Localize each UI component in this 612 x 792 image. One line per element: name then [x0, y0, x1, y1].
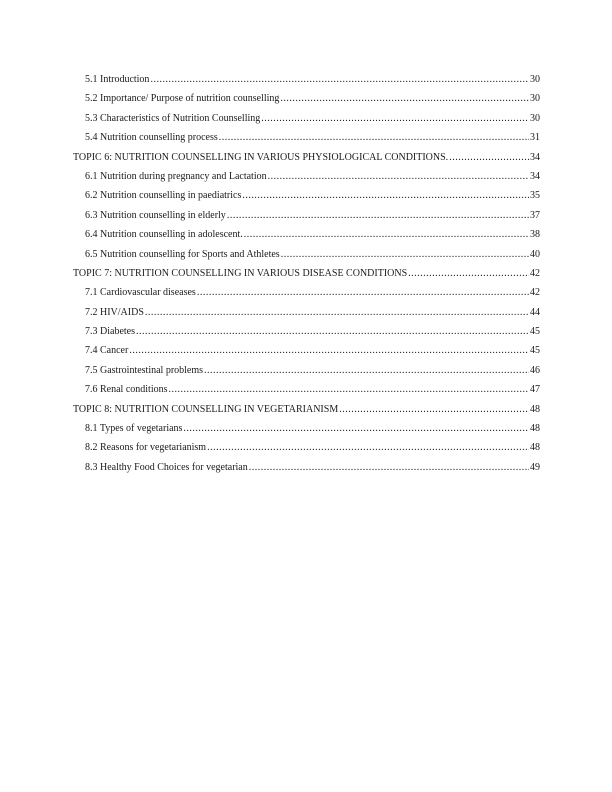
toc-entry-page: 42: [530, 287, 540, 299]
toc-entry[interactable]: [73, 380, 540, 399]
toc-entry-title: 7.6 Renal conditions: [85, 384, 168, 396]
toc-entry-title: 6.5 Nutrition counselling for Sports and Athletes: [85, 248, 280, 260]
toc-dot-leader: [136, 322, 529, 341]
toc-entry[interactable]: [73, 438, 540, 457]
toc-entry-page: 45: [530, 345, 540, 357]
toc-dot-leader: [227, 206, 529, 225]
toc-entry-title: 6.4 Nutrition counselling in adolescent.: [85, 229, 243, 241]
toc-entry[interactable]: [73, 109, 540, 128]
toc-entry-page: 49: [530, 461, 540, 473]
toc-entry[interactable]: [73, 303, 540, 322]
toc-dot-leader: [268, 167, 529, 186]
toc-topic-heading[interactable]: [73, 400, 540, 419]
toc-dot-leader: [242, 186, 529, 205]
toc-entry-title: 5.2 Importance/ Purpose of nutrition counselling: [85, 93, 280, 105]
toc-entry-title: 8.1 Types of vegetarians: [85, 423, 183, 435]
toc-dot-leader: [169, 380, 530, 399]
toc-dot-leader: [204, 361, 529, 380]
toc-entry-page: 48: [530, 403, 540, 415]
toc-entry[interactable]: [73, 225, 540, 244]
toc-entry-title: 6.3 Nutrition counselling in elderly: [85, 209, 226, 221]
toc-dot-leader: [145, 303, 529, 322]
toc-entry-page: 30: [530, 93, 540, 105]
toc-entry[interactable]: [73, 283, 540, 302]
toc-entry-page: 46: [530, 364, 540, 376]
toc-entry[interactable]: [73, 186, 540, 205]
toc-entry-title: 7.5 Gastrointestinal problems: [85, 364, 204, 376]
toc-entry-title: 5.3 Characteristics of Nutrition Counselling: [85, 112, 261, 124]
toc-dot-leader: [219, 128, 529, 147]
toc-dot-leader: [261, 109, 529, 128]
toc-dot-leader: [449, 148, 529, 167]
toc-entry-title: 8.2 Reasons for vegetarianism: [85, 442, 207, 454]
toc-dot-leader: [207, 438, 529, 457]
toc-dot-leader: [249, 458, 529, 477]
toc-dot-leader: [408, 264, 529, 283]
toc-entry-page: 44: [530, 306, 540, 318]
toc-entry-page: 31: [530, 132, 540, 144]
toc-dot-leader: [339, 400, 529, 419]
toc-entry-page: 40: [530, 248, 540, 260]
toc-entry-title: 7.2 HIV/AIDS: [85, 306, 144, 318]
toc-entry[interactable]: [73, 128, 540, 147]
toc-entry[interactable]: [73, 206, 540, 225]
toc-entry[interactable]: [73, 361, 540, 380]
toc-topic-heading[interactable]: [73, 148, 540, 167]
toc-entry-title: 7.4 Cancer: [85, 345, 129, 357]
toc-entry-page: 45: [530, 326, 540, 338]
table-of-contents: [73, 70, 540, 477]
toc-entry-title: 7.1 Cardiovascular diseases: [85, 287, 196, 299]
toc-entry-title: TOPIC 7: NUTRITION COUNSELLING IN VARIOUS DISEASE CONDITIONS: [73, 267, 408, 279]
toc-dot-leader: [183, 419, 529, 438]
toc-entry[interactable]: [73, 245, 540, 264]
toc-entry-title: 7.3 Diabetes: [85, 326, 135, 338]
toc-entry[interactable]: [73, 322, 540, 341]
toc-entry-page: 35: [530, 190, 540, 202]
toc-entry[interactable]: [73, 341, 540, 360]
toc-entry-title: TOPIC 8: NUTRITION COUNSELLING IN VEGETARIANISM: [73, 403, 339, 415]
toc-entry[interactable]: [73, 167, 540, 186]
toc-entry-title: 8.3 Healthy Food Choices for vegetarian: [85, 461, 248, 473]
toc-entry-title: 5.4 Nutrition counselling process: [85, 132, 218, 144]
toc-dot-leader: [281, 245, 529, 264]
toc-entry-page: 30: [530, 74, 540, 85]
toc-entry-page: 42: [530, 267, 540, 279]
toc-entry-title: 5.1 Introduction: [85, 74, 150, 85]
toc-entry-title: TOPIC 6: NUTRITION COUNSELLING IN VARIOUS PHYSIOLOGICAL CONDITIONS.: [73, 151, 449, 163]
toc-dot-leader: [150, 70, 529, 89]
toc-dot-leader: [280, 89, 529, 108]
toc-entry[interactable]: [73, 419, 540, 438]
toc-entry-page: 38: [530, 229, 540, 241]
toc-entry-page: 30: [530, 112, 540, 124]
toc-dot-leader: [197, 283, 529, 302]
toc-entry-page: 47: [530, 384, 540, 396]
toc-topic-heading[interactable]: [73, 264, 540, 283]
toc-entry-page: 48: [530, 423, 540, 435]
toc-entry-page: 34: [530, 170, 540, 182]
toc-entry[interactable]: [73, 89, 540, 108]
toc-entry[interactable]: [73, 70, 540, 89]
toc-dot-leader: [129, 341, 529, 360]
toc-entry-page: 37: [530, 209, 540, 221]
toc-entry-page: 48: [530, 442, 540, 454]
toc-entry-title: 6.2 Nutrition counselling in paediatrics: [85, 190, 242, 202]
toc-entry[interactable]: [73, 458, 540, 477]
toc-dot-leader: [244, 225, 529, 244]
toc-entry-title: 6.1 Nutrition during pregnancy and Lactation: [85, 170, 267, 182]
toc-entry-page: 34: [530, 151, 540, 163]
